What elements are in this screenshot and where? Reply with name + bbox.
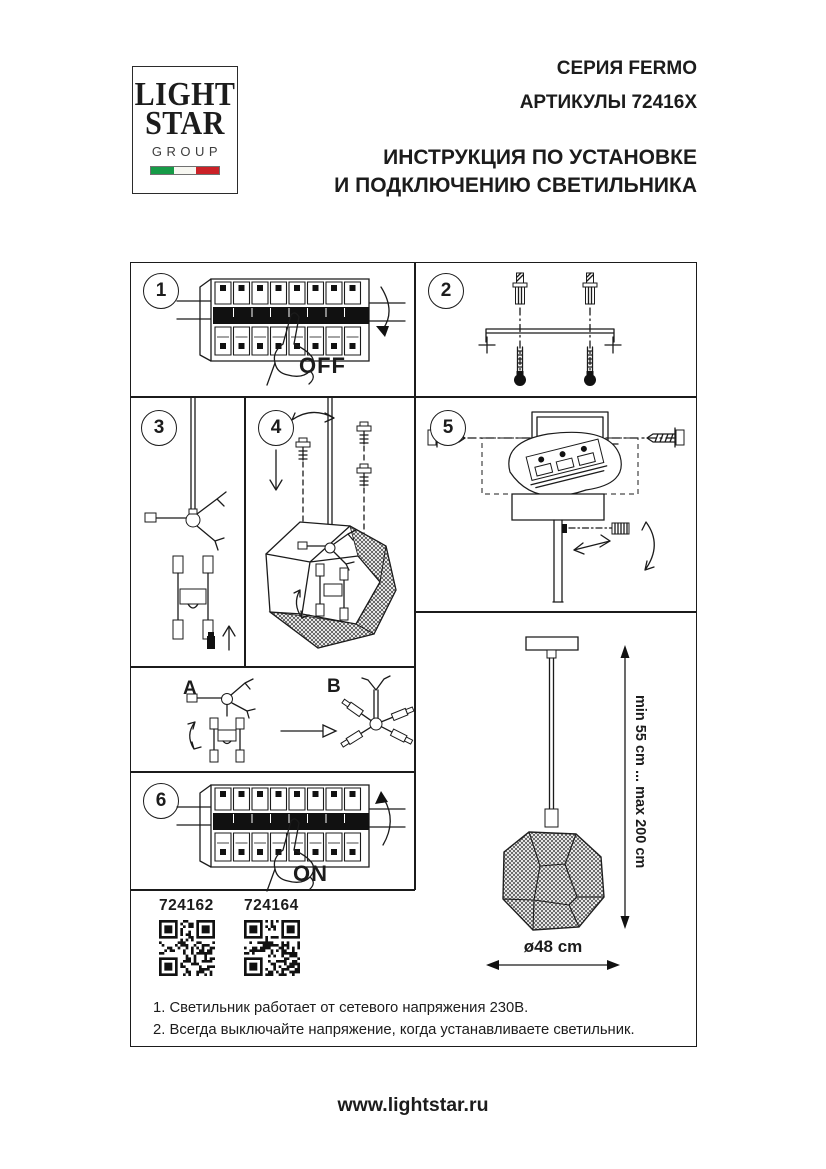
step6-number-badge [143, 783, 179, 819]
step2-number: 2 [440, 280, 452, 301]
rotate-arrow-icon [188, 722, 201, 749]
height-dimension-label: min 55 cm ... max 200 cm [632, 695, 648, 869]
step4-number: 4 [270, 417, 282, 438]
faceted-shade-icon [503, 832, 604, 930]
qr-code [159, 920, 215, 976]
off-label: OFF [299, 353, 346, 378]
arrow-down-icon [376, 287, 389, 337]
arrow-down-icon [270, 450, 282, 490]
step3-number-badge [141, 410, 177, 446]
height-dimension-line [621, 645, 630, 929]
circuit-breaker-off-drawing [175, 267, 407, 391]
lightstar-logo [132, 66, 238, 194]
rod [553, 520, 563, 602]
logo-group: GROUP [151, 144, 223, 159]
safety-notes [153, 997, 688, 1041]
qr-panel [131, 891, 414, 999]
doc-title-line1: ИНСТРУКЦИЯ ПО УСТАНОВКЕ [383, 146, 697, 169]
step3-number: 3 [153, 417, 165, 438]
spider-folded-icon [187, 679, 255, 762]
suspension-rod [550, 658, 554, 809]
step5-number-badge [430, 410, 466, 446]
step5-number: 5 [442, 417, 454, 438]
wall-anchor-icon [583, 273, 597, 304]
flag-red [196, 167, 219, 174]
article-code-label: 724162 [159, 897, 214, 914]
flag-green [151, 167, 174, 174]
canopy-neck [547, 650, 556, 658]
article-code-block [159, 897, 223, 976]
variants-panel [131, 668, 414, 771]
step6-number: 6 [155, 790, 167, 811]
step4-panel [246, 398, 414, 666]
step4-number-badge [258, 410, 294, 446]
logo-star: STAR [145, 105, 225, 142]
step1-number-badge [143, 273, 179, 309]
screw-icon [357, 422, 371, 460]
qr-code [244, 920, 300, 976]
step2-number-badge [428, 273, 464, 309]
mounting-bracket-icon [479, 329, 621, 353]
step1-panel [131, 263, 414, 396]
canopy [512, 494, 604, 520]
articles-title: АРТИКУЛЫ 72416X [519, 92, 697, 113]
note-1: 1. Светильник работает от сетевого напряжения 230В. [153, 1000, 529, 1016]
wall-anchor-icon [513, 273, 527, 304]
spider-fold-variants-drawing [131, 668, 414, 771]
step1-number: 1 [155, 280, 167, 301]
article-code-block [244, 897, 308, 976]
spider-unfolded-icon [340, 676, 414, 748]
screw-icon [296, 438, 310, 530]
grub-screw-icon [562, 523, 629, 534]
pendant-dimensions-panel [416, 613, 696, 1005]
socket [545, 809, 558, 827]
on-label: ON [293, 861, 328, 886]
italian-flag-stripe [150, 166, 220, 175]
arrow-right-icon [281, 725, 336, 737]
rotate-arrow-icon [642, 522, 654, 570]
step2-panel [416, 263, 696, 396]
logo-light: LIGHT [134, 76, 236, 113]
arrow-up-icon [375, 791, 390, 845]
article-code-label: 724164 [244, 897, 299, 914]
lamp-holders-icon [173, 556, 213, 639]
step5-panel [416, 398, 696, 611]
variant-a-label: A [183, 678, 197, 699]
series-title: СЕРИЯ FERMO [556, 58, 697, 79]
spider-bracket-icon [145, 492, 226, 550]
flag-white [174, 167, 197, 174]
diameter-dimension-line [486, 960, 620, 970]
grub-screw-icon [207, 632, 215, 649]
step6-panel [131, 773, 414, 889]
note-2: 2. Всегда выключайте напряжение, когда устанавливаете светильник. [153, 1022, 635, 1038]
double-arrow-icon [574, 535, 610, 554]
variant-b-label: B [327, 676, 341, 697]
doc-title-line2: И ПОДКЛЮЧЕНИЮ СВЕТИЛЬНИКА [334, 174, 697, 197]
diameter-dimension-label: ø48 cm [523, 937, 583, 956]
step3-panel [131, 398, 244, 666]
circuit-breaker-on-drawing [175, 773, 407, 897]
instruction-grid [130, 262, 697, 1047]
canopy [526, 637, 578, 650]
arrow-up-icon [223, 626, 235, 650]
website-footer: www.lightstar.ru [337, 1094, 489, 1116]
detail-bubble-icon [509, 432, 621, 496]
